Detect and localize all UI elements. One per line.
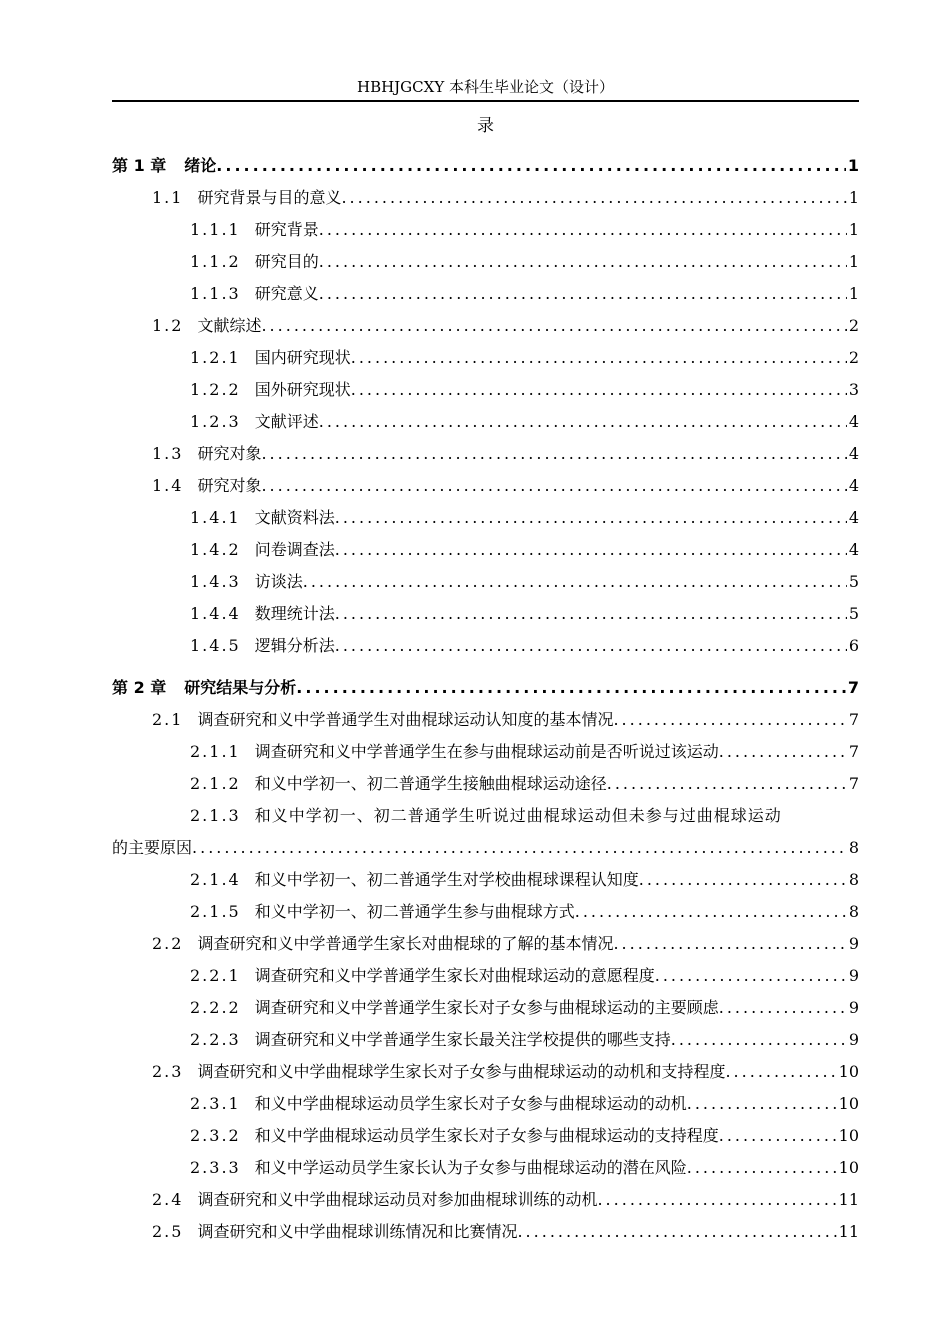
toc-entry-number: 1.1	[152, 188, 184, 207]
toc-entry-page: 7	[847, 678, 859, 697]
dot-leader	[335, 630, 847, 662]
toc-entry-number: 1.4.5	[190, 636, 241, 655]
toc-entry-page: 2	[848, 316, 859, 335]
toc-entry-page: 9	[848, 966, 859, 985]
toc-entry-page: 11	[838, 1222, 859, 1241]
toc-entry-1-1-2[interactable]	[112, 246, 859, 278]
toc-entry-number: 2.1.2	[190, 774, 241, 793]
dot-leader	[261, 438, 846, 470]
dot-leader	[261, 470, 846, 502]
dot-leader	[319, 214, 847, 246]
dot-leader	[261, 310, 846, 342]
toc-entry-title: 文献资料法	[254, 508, 335, 527]
toc-entry-title: 国外研究现状	[254, 380, 351, 399]
toc-entry-1-3[interactable]	[112, 438, 859, 470]
toc-entry-number: 2.2.3	[190, 1030, 241, 1049]
dot-leader	[687, 1152, 837, 1184]
toc-entry-title: 和义中学初一、初二普通学生听说过曲棍球运动但未参与过曲棍球运动	[254, 806, 782, 825]
dot-leader	[719, 1120, 837, 1152]
toc-entry-page: 1	[848, 220, 859, 239]
toc-entry-title: 和义中学初一、初二普通学生对学校曲棍球课程认知度	[254, 870, 639, 889]
dot-leader	[575, 896, 847, 928]
table-of-contents	[112, 150, 859, 1248]
dot-leader	[335, 598, 847, 630]
dot-leader	[296, 672, 846, 704]
toc-entry-page: 4	[848, 508, 859, 527]
toc-entry-page: 1	[848, 252, 859, 271]
toc-entry-number: 2.2.2	[190, 998, 241, 1017]
toc-entry-2-1-4[interactable]	[112, 864, 859, 896]
toc-entry-title: 研究结果与分析	[184, 678, 297, 697]
toc-entry-number: 2.4	[152, 1190, 184, 1209]
toc-entry-1-4-4[interactable]	[112, 598, 859, 630]
toc-entry-page: 3	[848, 380, 859, 399]
toc-entry-page: 7	[848, 742, 859, 761]
toc-entry-number: 2.1	[152, 710, 184, 729]
toc-entry-2-3[interactable]	[112, 1056, 859, 1088]
toc-entry-number: 1.4.3	[190, 572, 241, 591]
toc-entry-number: 1.4	[152, 476, 184, 495]
toc-entry-page: 1	[848, 188, 859, 207]
toc-entry-number: 1.2	[152, 316, 184, 335]
toc-entry-number: 1.2.2	[190, 380, 241, 399]
dot-leader	[351, 342, 847, 374]
dot-leader	[335, 502, 847, 534]
toc-entry-page: 5	[848, 572, 859, 591]
toc-entry-chapter-2[interactable]	[112, 672, 859, 704]
toc-entry-title: 国内研究现状	[254, 348, 351, 367]
dot-leader	[719, 736, 847, 768]
toc-entry-2-1-5[interactable]	[112, 896, 859, 928]
toc-entry-1-1-1[interactable]	[112, 214, 859, 246]
dot-leader	[687, 1088, 837, 1120]
toc-entry-title: 调查研究和义中学普通学生家长对子女参与曲棍球运动的主要顾虑	[254, 998, 719, 1017]
toc-entry-number: 1.4.4	[190, 604, 241, 623]
toc-entry-title: 文献评述	[254, 412, 319, 431]
toc-entry-2-1-2[interactable]	[112, 768, 859, 800]
toc-entry-number: 1.3	[152, 444, 184, 463]
dot-leader	[335, 534, 847, 566]
toc-entry-2-5[interactable]	[112, 1216, 859, 1248]
toc-entry-1-1[interactable]	[112, 182, 859, 214]
toc-entry-title: 数理统计法	[254, 604, 335, 623]
toc-entry-number: 2.1.4	[190, 870, 241, 889]
toc-entry-chapter-1[interactable]	[112, 150, 859, 182]
toc-entry-title: 调查研究和义中学普通学生家长最关注学校提供的哪些支持	[254, 1030, 671, 1049]
page-header: HBHJGCXY 本科生毕业论文（设计）	[356, 78, 614, 96]
toc-entry-title: 绪论	[184, 156, 217, 175]
toc-entry-title: 逻辑分析法	[254, 636, 335, 655]
toc-entry-2-1[interactable]	[112, 704, 859, 736]
toc-entry-number: 1.2.3	[190, 412, 241, 431]
toc-entry-page: 4	[848, 412, 859, 431]
toc-entry-number: 第 2 章	[112, 678, 167, 697]
toc-entry-title: 调查研究和义中学普通学生家长对曲棍球的了解的基本情况	[197, 934, 614, 953]
toc-entry-number: 1.1.2	[190, 252, 241, 271]
dot-leader	[517, 1216, 836, 1248]
toc-entry-1-2[interactable]	[112, 310, 859, 342]
toc-entry-page: 2	[848, 348, 859, 367]
toc-entry-2-3-3[interactable]	[112, 1152, 859, 1184]
toc-entry-page: 9	[848, 934, 859, 953]
toc-entry-title: 和义中学曲棍球运动员学生家长对子女参与曲棍球运动的动机	[254, 1094, 687, 1113]
toc-entry-number: 2.3.1	[190, 1094, 241, 1113]
toc-entry-title: 研究目的	[254, 252, 319, 271]
toc-entry-title: 调查研究和义中学曲棍球训练情况和比赛情况	[197, 1222, 518, 1241]
toc-entry-2-1-3-continued[interactable]	[112, 832, 859, 864]
toc-entry-1-4-5[interactable]	[112, 630, 859, 662]
toc-entry-1-2-2[interactable]	[112, 374, 859, 406]
toc-entry-number: 2.3.2	[190, 1126, 241, 1145]
dot-leader	[639, 864, 847, 896]
toc-entry-page: 10	[838, 1094, 859, 1113]
toc-entry-1-2-3[interactable]	[112, 406, 859, 438]
toc-entry-page: 8	[848, 870, 859, 889]
toc-entry-number: 2.5	[152, 1222, 184, 1241]
toc-entry-title: 调查研究和义中学曲棍球运动员对参加曲棍球训练的动机	[197, 1190, 598, 1209]
toc-entry-1-4-1[interactable]	[112, 502, 859, 534]
toc-entry-2-4[interactable]	[112, 1184, 859, 1216]
toc-entry-page: 4	[848, 444, 859, 463]
toc-entry-title: 调查研究和义中学普通学生在参与曲棍球运动前是否听说过该运动	[254, 742, 719, 761]
toc-entry-page: 11	[838, 1190, 859, 1209]
toc-entry-title: 研究对象	[197, 444, 262, 463]
toc-entry-page: 8	[848, 838, 859, 857]
toc-entry-title: 和义中学初一、初二普通学生参与曲棍球方式	[254, 902, 575, 921]
toc-entry-page: 1	[848, 284, 859, 303]
toc-entry-1-4[interactable]	[112, 470, 859, 502]
toc-entry-title: 和义中学曲棍球运动员学生家长对子女参与曲棍球运动的支持程度	[254, 1126, 719, 1145]
toc-entry-1-4-3[interactable]	[112, 566, 859, 598]
toc-entry-title: 调查研究和义中学普通学生对曲棍球运动认知度的基本情况	[197, 710, 614, 729]
toc-entry-2-2-1[interactable]	[112, 960, 859, 992]
dot-leader	[319, 246, 847, 278]
dot-leader	[725, 1056, 836, 1088]
toc-entry-2-3-2[interactable]	[112, 1120, 859, 1152]
toc-entry-number: 第 1 章	[112, 156, 167, 175]
toc-title: 录	[477, 116, 494, 136]
toc-entry-2-3-1[interactable]	[112, 1088, 859, 1120]
toc-entry-page: 10	[838, 1158, 859, 1177]
toc-entry-page: 10	[838, 1062, 859, 1081]
toc-entry-title: 问卷调查法	[254, 540, 335, 559]
dot-leader	[671, 1024, 847, 1056]
dot-leader	[655, 960, 847, 992]
toc-entry-title: 研究对象	[197, 476, 262, 495]
toc-entry-page: 10	[838, 1126, 859, 1145]
toc-entry-page: 6	[848, 636, 859, 655]
toc-entry-number: 1.4.1	[190, 508, 241, 527]
toc-entry-title: 调查研究和义中学曲棍球学生家长对子女参与曲棍球运动的动机和支持程度	[197, 1062, 726, 1081]
toc-entry-1-1-3[interactable]	[112, 278, 859, 310]
toc-entry-title: 调查研究和义中学普通学生家长对曲棍球运动的意愿程度	[254, 966, 655, 985]
dot-leader	[597, 1184, 836, 1216]
dot-leader	[719, 992, 847, 1024]
toc-entry-title: 研究背景与目的意义	[197, 188, 342, 207]
toc-entry-page: 5	[848, 604, 859, 623]
toc-entry-page: 4	[848, 476, 859, 495]
toc-entry-title: 研究意义	[254, 284, 319, 303]
toc-entry-number: 2.2.1	[190, 966, 241, 985]
toc-entry-number: 1.1.1	[190, 220, 241, 239]
toc-entry-number: 2.1.1	[190, 742, 241, 761]
toc-entry-number: 2.1.3	[190, 806, 241, 825]
toc-entry-number: 1.2.1	[190, 348, 241, 367]
dot-leader	[216, 150, 846, 182]
toc-entry-1-2-1[interactable]	[112, 342, 859, 374]
dot-leader	[303, 566, 847, 598]
toc-entry-number: 1.4.2	[190, 540, 241, 559]
toc-entry-2-2-2[interactable]	[112, 992, 859, 1024]
dot-leader	[341, 182, 846, 214]
dot-leader	[613, 704, 846, 736]
toc-entry-2-1-3[interactable]	[112, 800, 859, 832]
toc-entry-number: 2.2	[152, 934, 184, 953]
dot-leader	[351, 374, 847, 406]
toc-entry-2-2-3[interactable]	[112, 1024, 859, 1056]
toc-entry-title: 和义中学初一、初二普通学生接触曲棍球运动途径	[254, 774, 607, 793]
toc-entry-number: 2.1.5	[190, 902, 241, 921]
toc-entry-title-continued: 的主要原因	[112, 838, 193, 857]
toc-entry-page: 7	[848, 774, 859, 793]
toc-entry-page: 1	[847, 156, 859, 175]
toc-entry-2-1-1[interactable]	[112, 736, 859, 768]
toc-entry-page: 4	[848, 540, 859, 559]
toc-entry-1-4-2[interactable]	[112, 534, 859, 566]
header-rule	[112, 100, 859, 102]
toc-entry-title: 和义中学运动员学生家长认为子女参与曲棍球运动的潜在风险	[254, 1158, 687, 1177]
dot-leader	[192, 832, 847, 864]
toc-entry-title: 研究背景	[254, 220, 319, 239]
dot-leader	[613, 928, 846, 960]
toc-entry-page: 7	[848, 710, 859, 729]
toc-entry-title: 文献综述	[197, 316, 262, 335]
toc-entry-number: 1.1.3	[190, 284, 241, 303]
toc-entry-page: 9	[848, 998, 859, 1017]
dot-leader	[319, 406, 847, 438]
toc-entry-title: 访谈法	[254, 572, 303, 591]
toc-entry-2-2[interactable]	[112, 928, 859, 960]
toc-entry-page: 9	[848, 1030, 859, 1049]
toc-entry-number: 2.3	[152, 1062, 184, 1081]
toc-entry-number: 2.3.3	[190, 1158, 241, 1177]
dot-leader	[607, 768, 847, 800]
dot-leader	[319, 278, 847, 310]
toc-entry-page: 8	[848, 902, 859, 921]
